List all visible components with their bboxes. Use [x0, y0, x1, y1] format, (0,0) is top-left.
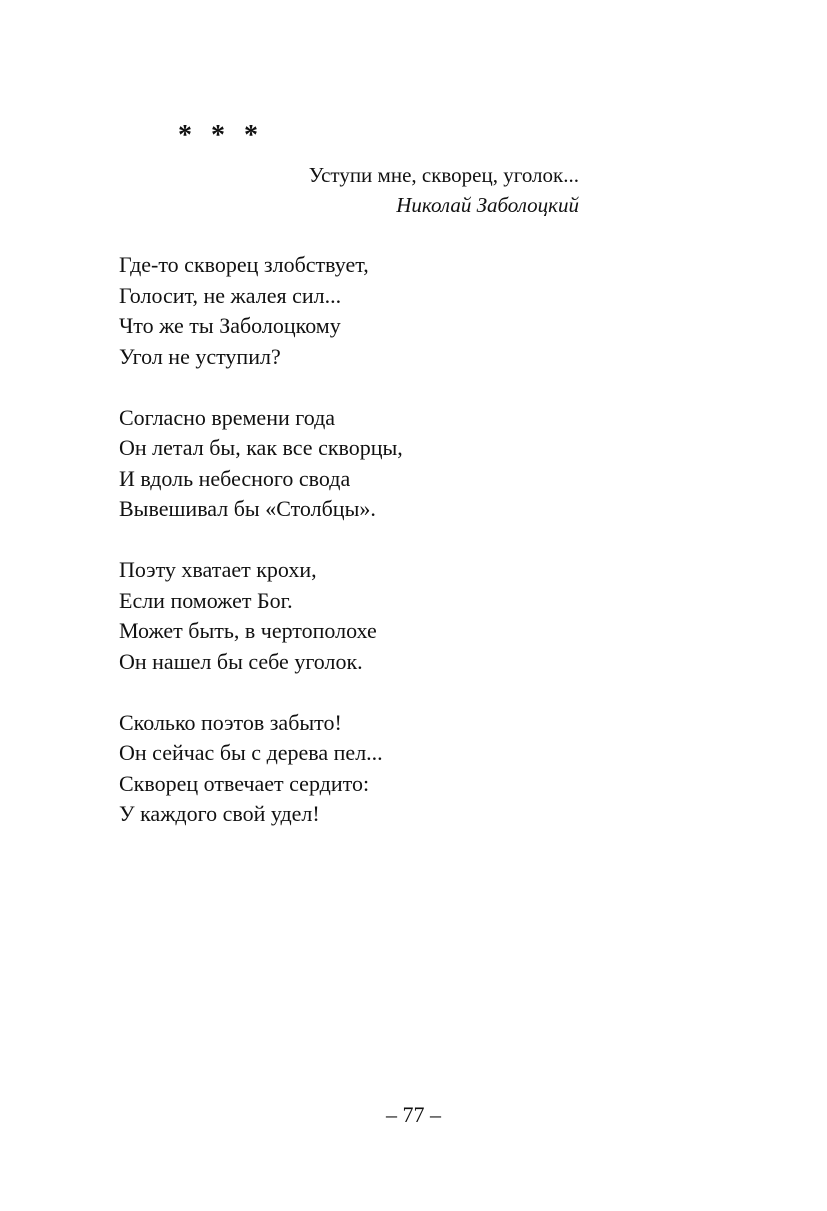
- stanza-1: [119, 250, 719, 372]
- poem-line: Он летал бы, как все скворцы,: [119, 435, 403, 460]
- stanza-2: [119, 403, 719, 525]
- poem-line: Что же ты Заболоцкому: [119, 313, 341, 338]
- poem-line: Поэту хватает крохи,: [119, 557, 317, 582]
- poem: [119, 250, 719, 860]
- poem-line: Где-то скворец злобствует,: [119, 252, 369, 277]
- poem-line: Голосит, не жалея сил...: [119, 282, 342, 308]
- poem-line: У каждого свой удел!: [119, 801, 320, 826]
- stanza-3: [119, 555, 719, 677]
- poem-line: Вывешивал бы «Столбцы».: [119, 496, 376, 521]
- poem-line: Согласно времени года: [119, 404, 336, 430]
- section-asterisks: * * *: [178, 120, 264, 151]
- poem-line: Может быть, в чертополохе: [119, 618, 377, 643]
- poem-line: Сколько поэтов забыто!: [119, 709, 342, 735]
- poem-line: И вдоль небесного свода: [119, 465, 351, 491]
- epigraph-text: Уступи мне, скворец, уголок...: [308, 163, 579, 187]
- epigraph-author: Николай Заболоцкий: [396, 193, 579, 217]
- poem-line: Он нашел бы себе уголок.: [119, 648, 363, 674]
- stanza-4: [119, 708, 719, 830]
- epigraph: [309, 160, 579, 220]
- poem-line: Если поможет Бог.: [119, 587, 293, 613]
- poem-line: Скворец отвечает сердито:: [119, 770, 370, 796]
- poem-line: Он сейчас бы с дерева пел...: [119, 740, 383, 765]
- page-number: – 77 –: [386, 1102, 441, 1127]
- poem-line: Угол не уступил?: [119, 343, 281, 369]
